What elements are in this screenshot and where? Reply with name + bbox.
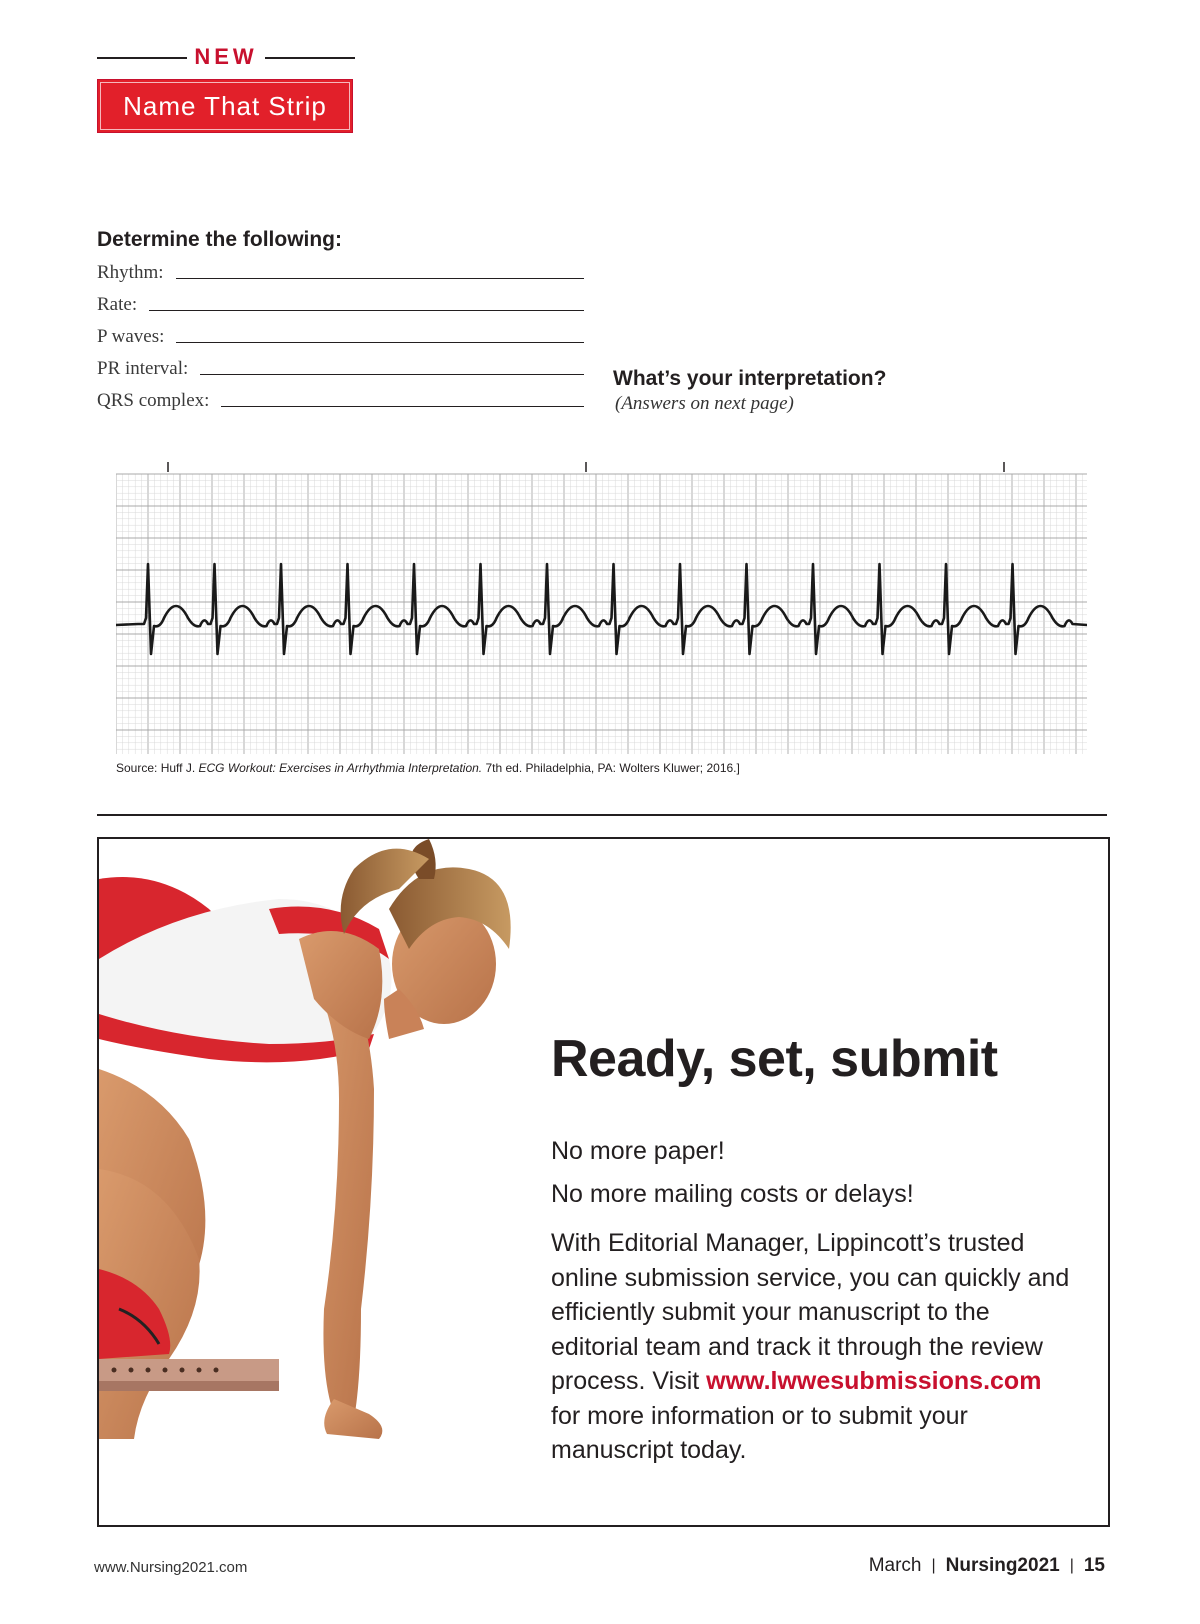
footer-separator: | — [931, 1557, 936, 1574]
field-p-waves — [97, 318, 584, 348]
footer-separator: | — [1069, 1557, 1074, 1574]
ecg-grid — [116, 474, 1087, 754]
field-label: P waves: — [97, 326, 165, 347]
ad-body-text: With Editorial Manager, Lippincott’s trusted online submission service, you can quickly and efficiently submit your manuscript to the editorial team and track it through the review process. Visit — [551, 1229, 1070, 1395]
interpretation-question: What’s your interpretation? — [613, 367, 887, 390]
ad-body — [551, 1226, 1071, 1468]
kicker-rule-right — [265, 57, 355, 59]
answer-line — [221, 405, 584, 407]
section-divider — [97, 814, 1107, 816]
footer-folio — [869, 1555, 1105, 1577]
field-label: QRS complex: — [97, 390, 210, 411]
worksheet-heading: Determine the following: — [97, 228, 343, 251]
field-rate — [97, 286, 584, 316]
footer-month: March — [868, 1555, 922, 1576]
page-number: 15 — [1083, 1555, 1105, 1576]
answer-line — [176, 341, 584, 343]
ecg-rhythm-strip — [116, 462, 1087, 754]
sprinter-image — [99, 839, 559, 1525]
field-label: PR interval: — [97, 358, 189, 379]
ecg-source-citation — [116, 761, 740, 775]
answer-line — [176, 277, 584, 279]
ad-body-text-end: for more information or to submit your manuscript today. — [551, 1401, 968, 1464]
ad-line-paper: No more paper! — [551, 1137, 725, 1165]
ad-headline: Ready, set, submit — [551, 1030, 998, 1088]
section-title: Name That Strip — [97, 79, 353, 133]
field-label: Rate: — [97, 294, 138, 315]
footer-website: www.Nursing2021.com — [94, 1559, 248, 1576]
field-pr-interval — [97, 350, 584, 380]
field-label: Rhythm: — [97, 262, 164, 283]
advertisement — [97, 837, 1110, 1527]
section-kicker — [97, 40, 355, 74]
answers-note: (Answers on next page) — [615, 393, 794, 414]
ecg-time-marks — [168, 462, 1004, 472]
answer-line — [149, 309, 584, 311]
kicker-label: NEW — [194, 44, 258, 69]
citation-prefix: Source: Huff J. — [116, 761, 199, 775]
field-rhythm — [97, 254, 584, 284]
citation-suffix: 7th ed. Philadelphia, PA: Wolters Kluwer; 2016.] — [482, 761, 740, 775]
ad-line-mailing: No more mailing costs or delays! — [551, 1180, 914, 1208]
field-qrs-complex — [97, 382, 584, 412]
citation-title: ECG Workout: Exercises in Arrhythmia Interpretation. — [198, 761, 483, 775]
answer-line — [200, 373, 584, 375]
footer-brand: Nursing2021 — [945, 1555, 1060, 1576]
submission-link[interactable]: www.lwwesubmissions.com — [706, 1367, 1042, 1395]
